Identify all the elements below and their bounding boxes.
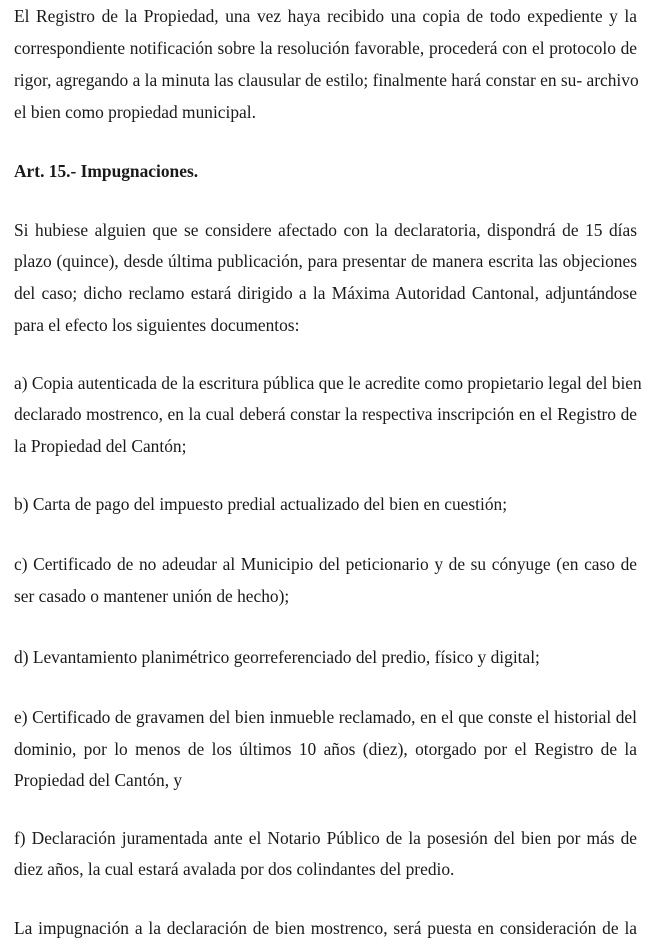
paragraph-line: Propiedad del Cantón, y bbox=[14, 770, 183, 790]
paragraph-line: plazo (quince), desde última publicación, para presentar de manera escrita las objeciones bbox=[14, 251, 637, 271]
paragraph-line: declarado mostrenco, en la cual deberá constar la respectiva inscripción en el Registro de bbox=[14, 404, 637, 424]
paragraph-line: f) Declaración juramentada ante el Notario Público de la posesión del bien por más de bbox=[14, 828, 637, 848]
paragraph-line: rigor, agregando a la minuta las clausular de estilo; finalmente hará constar en su- archivo bbox=[14, 70, 639, 90]
paragraph-line: El Registro de la Propiedad, una vez haya recibido una copia de todo expediente y la bbox=[14, 6, 637, 26]
paragraph-line: diez años, la cual estará avalada por dos colindantes del predio. bbox=[14, 859, 455, 879]
paragraph-line: dominio, por lo menos de los últimos 10 años (diez), otorgado por el Registro de la bbox=[14, 739, 637, 759]
paragraph-line: del caso; dicho reclamo estará dirigido a la Máxima Autoridad Cantonal, adjuntándose bbox=[14, 283, 637, 303]
paragraph-line: correspondiente notificación sobre la resolución favorable, procederá con el protocolo de bbox=[14, 38, 637, 58]
article-heading: Art. 15.- Impugnaciones. bbox=[14, 161, 199, 181]
paragraph-line: d) Levantamiento planimétrico georreferenciado del predio, físico y digital; bbox=[14, 647, 540, 667]
paragraph-line: la Propiedad del Cantón; bbox=[14, 436, 187, 456]
paragraph-line: b) Carta de pago del impuesto predial actualizado del bien en cuestión; bbox=[14, 494, 508, 514]
paragraph-line: el bien como propiedad municipal. bbox=[14, 102, 256, 122]
paragraph-line: Si hubiese alguien que se considere afectado con la declaratoria, dispondrá de 15 días bbox=[14, 220, 637, 240]
paragraph-line: c) Certificado de no adeudar al Municipio del peticionario y de su cónyuge (en caso de bbox=[14, 554, 637, 574]
paragraph-line: para el efecto los siguientes documentos: bbox=[14, 315, 300, 335]
paragraph-line: ser casado o mantener unión de hecho); bbox=[14, 586, 290, 606]
paragraph-line: La impugnación a la declaración de bien mostrenco, será puesta en consideración de la bbox=[14, 918, 637, 938]
paragraph-line: e) Certificado de gravamen del bien inmueble reclamado, en el que conste el historial del bbox=[14, 707, 637, 727]
paragraph-line: a) Copia autenticada de la escritura pública que le acredite como propietario legal del bien bbox=[14, 373, 642, 393]
